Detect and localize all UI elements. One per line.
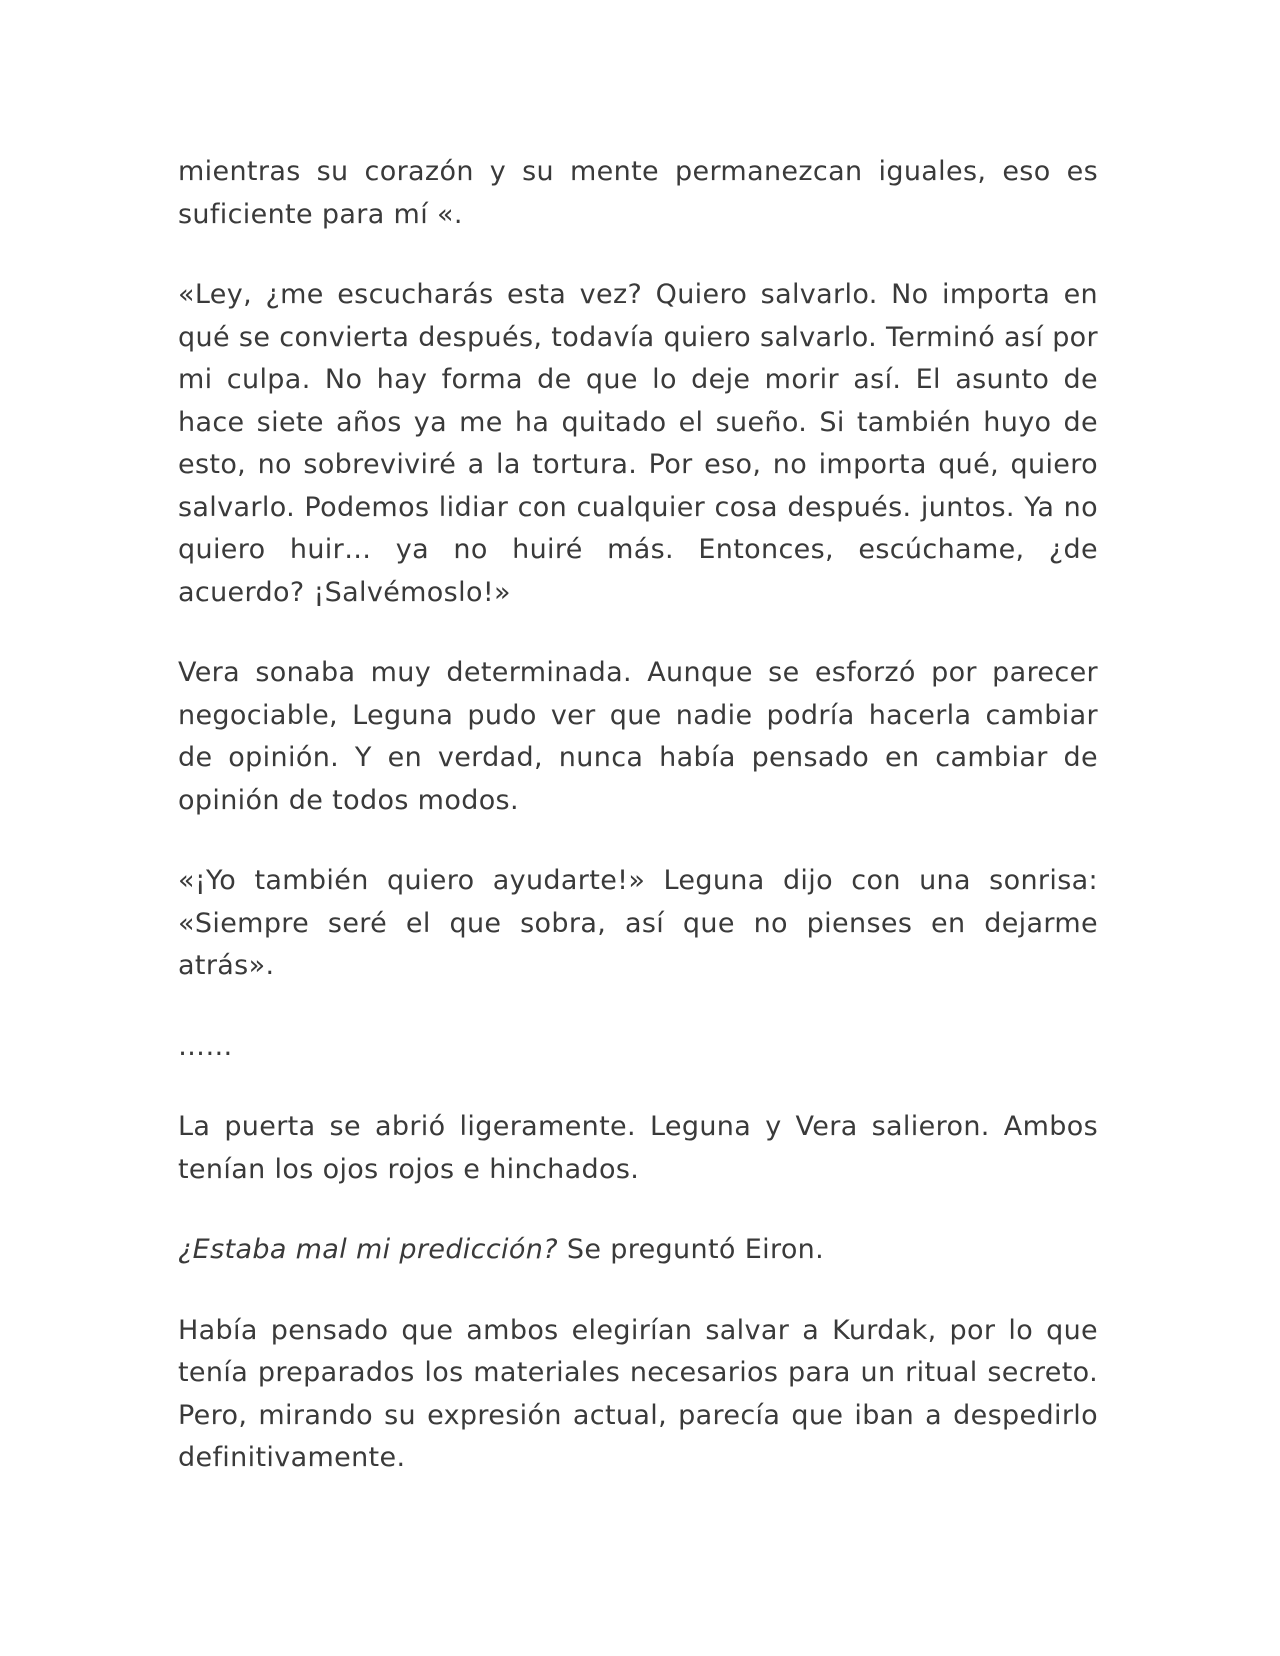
ellipsis-text: …… [178, 1030, 233, 1062]
inner-thought-text: ¿Estaba mal mi predicción? [178, 1234, 558, 1265]
paragraph-text: mientras su corazón y su mente permanezcan iguales, eso es suficiente para mí «. [178, 156, 1098, 230]
paragraph-1 [178, 151, 1098, 236]
paragraph-text: «Ley, ¿me escucharás esta vez? Quiero salvarlo. No importa en qué se convierta después, todavía quiero salvarlo. Terminó así por mi culpa. No hay forma de que lo deje morir así. El asunto de hace siete años ya me ha quitado el sueño. Si también huyo de esto, no sobreviviré a la tortura. Por eso, no importa qué, quiero salvarlo. Podemos lidiar con cualquier cosa después. juntos. Ya no quiero huir… ya no huiré más. Entonces, escúchame, ¿de acuerdo? ¡Salvémoslo!» [178, 279, 1098, 608]
paragraph-4 [178, 860, 1098, 988]
paragraph-7 [178, 1310, 1098, 1480]
paragraph-text: Vera sonaba muy determinada. Aunque se esforzó por parecer negociable, Leguna pudo ver que nadie podría hacerla cambiar de opinión. Y en verdad, nunca había pensado en cambiar de opinión de todos modos. [178, 657, 1098, 816]
paragraph-6 [178, 1229, 1098, 1272]
scene-break [178, 1026, 1098, 1069]
paragraph-5 [178, 1106, 1098, 1191]
paragraph-text: Se preguntó Eiron. [557, 1234, 825, 1265]
paragraph-text: «¡Yo también quiero ayudarte!» Leguna dijo con una sonrisa: «Siempre seré el que sobra, así que no pienses en dejarme atrás». [178, 865, 1098, 981]
paragraph-text: La puerta se abrió ligeramente. Leguna y Vera salieron. Ambos tenían los ojos rojos e hinchados. [178, 1111, 1098, 1185]
paragraph-3 [178, 652, 1098, 822]
paragraph-2 [178, 274, 1098, 614]
paragraph-text: Había pensado que ambos elegirían salvar a Kurdak, por lo que tenía preparados los materiales necesarios para un ritual secreto. Pero, mirando su expresión actual, parecía que iban a despedirlo definitivamente. [178, 1314, 1098, 1473]
document-page [178, 151, 1098, 1518]
